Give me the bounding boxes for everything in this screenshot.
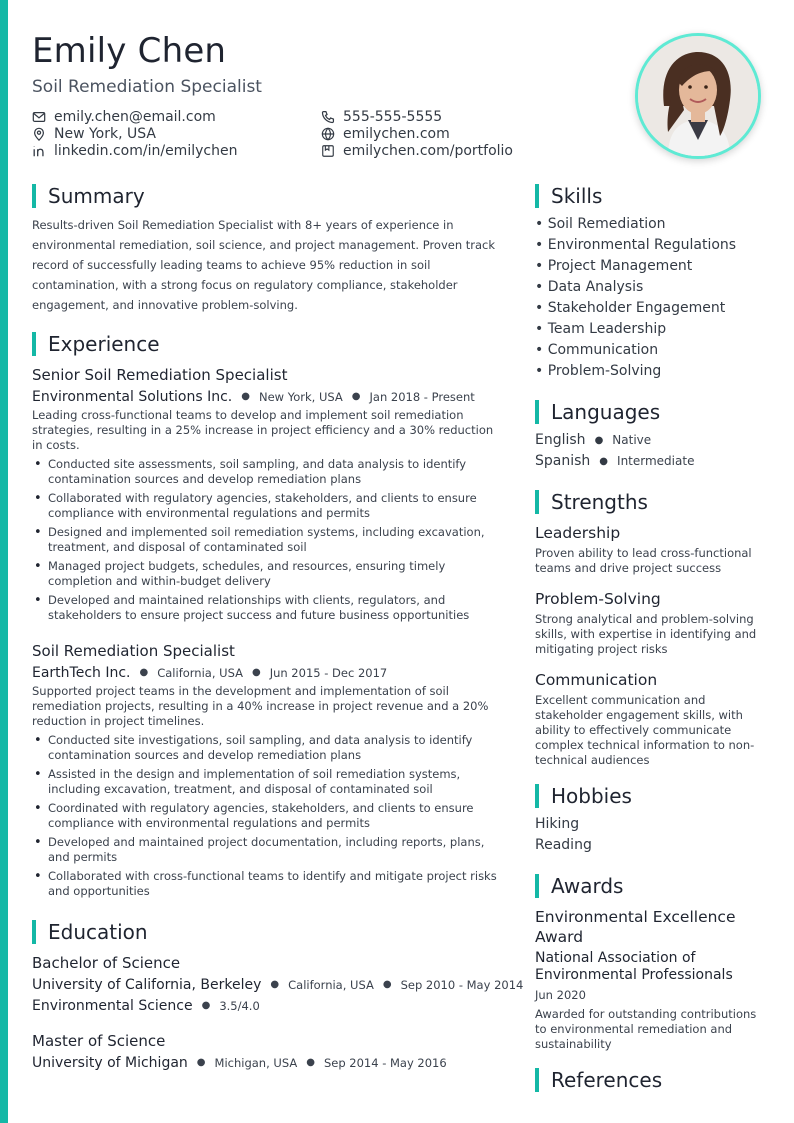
- heading-accent: [32, 920, 36, 944]
- hobbies-heading: [535, 784, 632, 808]
- summary-heading: [32, 184, 145, 208]
- separator-dot: ●: [594, 435, 604, 446]
- contact-portfolio[interactable]: [321, 142, 513, 159]
- profile-photo-image: [638, 36, 758, 156]
- list-item: • Designed and implemented soil remediation systems, including excavation, treatment, and disposal of contaminated soil: [32, 525, 507, 555]
- linkedin-icon: [32, 144, 46, 158]
- gpa: 3.5/4.0: [219, 999, 260, 1013]
- award-date: Jun 2020: [535, 988, 586, 1002]
- school-name: University of Michigan: [32, 1055, 188, 1071]
- education-meta: [32, 977, 524, 993]
- list-item: • Problem-Solving: [535, 363, 662, 379]
- list-item: • Communication: [535, 342, 659, 358]
- separator-dot: ●: [306, 1057, 315, 1068]
- school-name: University of California, Berkeley: [32, 977, 262, 993]
- job-title: Soil Remediation Specialist: [32, 642, 235, 660]
- skill-text: Soil Remediation: [547, 216, 666, 232]
- degree-title: Master of Science: [32, 1032, 166, 1050]
- experience-heading-text: Experience: [48, 332, 160, 356]
- job-title: Senior Soil Remediation Specialist: [32, 366, 288, 384]
- contact-phone[interactable]: [321, 108, 442, 125]
- languages-heading-text: Languages: [551, 400, 661, 424]
- heading-accent: [535, 784, 539, 808]
- contact-portfolio-text: emilychen.com/portfolio: [343, 142, 513, 159]
- award-desc: Awarded for outstanding contributions to environmental remediation and sustainability: [535, 1007, 757, 1051]
- candidate-title: Soil Remediation Specialist: [32, 77, 262, 97]
- strength-item: [535, 523, 760, 576]
- list-item: • Data Analysis: [535, 279, 644, 295]
- contact-linkedin[interactable]: [32, 142, 237, 159]
- school-location: Michigan, USA: [214, 1056, 298, 1070]
- separator-dot: ●: [599, 456, 609, 467]
- list-item: Reading: [535, 837, 592, 853]
- education-dates: Sep 2014 - May 2016: [323, 1056, 447, 1070]
- skills-list: [535, 214, 765, 382]
- list-item: • Soil Remediation: [535, 216, 666, 232]
- separator-dot: ●: [241, 391, 250, 402]
- references-heading: [535, 1068, 662, 1092]
- degree-title: Bachelor of Science: [32, 954, 181, 972]
- language-item: [535, 451, 765, 472]
- separator-dot: ●: [251, 667, 261, 678]
- separator-dot: ●: [196, 1057, 206, 1068]
- strength-title: Communication: [535, 671, 658, 689]
- education-dates: Sep 2010 - May 2014: [400, 978, 524, 992]
- job-description: Supported project teams in the development and implementation of soil remediation projects, resulting in a 40% increase in project revenue and a 20% reduction in project timelines.: [32, 684, 489, 728]
- strength-desc: Proven ability to lead cross-functional teams and drive project success: [535, 546, 752, 575]
- education-heading-text: Education: [48, 920, 148, 944]
- education-entry: [32, 1032, 507, 1071]
- skill-text: Environmental Regulations: [547, 237, 737, 253]
- heading-accent: [535, 184, 539, 208]
- job-dates: Jun 2015 - Dec 2017: [269, 666, 388, 680]
- job-company: Environmental Solutions Inc.: [32, 389, 233, 405]
- list-item: • Developed and maintained relationships with clients, regulators, and stakeholders to ensure project success and future business opportunities: [32, 593, 507, 623]
- skill-text: Team Leadership: [547, 321, 667, 337]
- contact-email-text: emily.chen@email.com: [54, 108, 216, 125]
- language-item: [535, 430, 765, 451]
- language-name: English: [535, 432, 586, 448]
- skill-text: Communication: [547, 342, 659, 358]
- strengths-heading-text: Strengths: [551, 490, 648, 514]
- languages-list: [535, 430, 765, 472]
- separator-dot: ●: [201, 1000, 211, 1011]
- heading-accent: [535, 490, 539, 514]
- experience-entry: [32, 366, 507, 627]
- education-heading: [32, 920, 148, 944]
- job-description: Leading cross-functional teams to develop and implement soil remediation strategies, resulting in a 25% increase in project efficiency and a 30% reduction in costs.: [32, 408, 494, 452]
- skill-text: Problem-Solving: [547, 363, 662, 379]
- separator-dot: ●: [382, 979, 392, 990]
- skills-heading-text: Skills: [551, 184, 603, 208]
- contact-phone-text: 555-555-5555: [343, 108, 443, 125]
- education-field-meta: [32, 998, 512, 1014]
- separator-dot: ●: [270, 979, 280, 990]
- education-meta: [32, 1055, 507, 1071]
- profile-photo: [635, 33, 761, 159]
- list-item: Hiking: [535, 816, 580, 832]
- skill-text: Project Management: [547, 258, 693, 274]
- list-item: • Environmental Regulations: [535, 237, 737, 253]
- awards-heading: [535, 874, 623, 898]
- languages-heading: [535, 400, 660, 424]
- contact-website[interactable]: [321, 125, 450, 142]
- job-meta: [32, 389, 507, 405]
- portfolio-icon: [321, 144, 335, 158]
- field-of-study: Environmental Science: [32, 998, 193, 1014]
- references-heading-text: References: [551, 1068, 663, 1092]
- list-item: • Collaborated with regulatory agencies, stakeholders, and clients to ensure compliance with environmental regulations and permits: [32, 491, 507, 521]
- heading-accent: [535, 874, 539, 898]
- summary-text: Results-driven Soil Remediation Specialist with 8+ years of experience in environmental remediation, soil science, and project management. Proven track record of successfully leading teams to achieve 95% reduction in soil contamination, with a strong focus on regulatory compliance, stakeholder engagement, and innovative problem-solving.: [32, 218, 496, 312]
- list-item: • Developed and maintained project documentation, including reports, plans, and permits: [32, 835, 507, 865]
- list-item: • Coordinated with regulatory agencies, stakeholders, and clients to ensure compliance with environmental regulations and permits: [32, 801, 507, 831]
- hobbies-list: [535, 814, 760, 856]
- list-item: • Stakeholder Engagement: [535, 300, 726, 316]
- list-item: • Assisted in the design and implementation of soil remediation systems, including excavation, treatment, and disposal of contaminated soil: [32, 767, 507, 797]
- strength-item: [535, 670, 760, 768]
- award-title: Environmental Excellence Award: [535, 908, 736, 946]
- job-bullets: [32, 733, 507, 899]
- heading-accent: [32, 332, 36, 356]
- skill-text: Stakeholder Engagement: [547, 300, 726, 316]
- candidate-name: Emily Chen: [32, 31, 227, 71]
- contact-location-text: New York, USA: [54, 125, 156, 142]
- list-item: • Team Leadership: [535, 321, 667, 337]
- list-item: • Conducted site assessments, soil sampling, and data analysis to identify contamination sources and develop remediation plans: [32, 457, 507, 487]
- contact-website-text: emilychen.com: [343, 125, 450, 142]
- strength-desc: Strong analytical and problem-solving skills, with expertise in identifying and mitigating project risks: [535, 612, 757, 656]
- awards-heading-text: Awards: [551, 874, 624, 898]
- strength-title: Leadership: [535, 524, 621, 542]
- contact-location: [32, 125, 156, 142]
- globe-icon: [321, 127, 335, 141]
- heading-accent: [535, 1068, 539, 1092]
- experience-heading: [32, 332, 160, 356]
- contact-linkedin-text: linkedin.com/in/emilychen: [54, 142, 238, 159]
- list-item: • Project Management: [535, 258, 693, 274]
- summary-heading-text: Summary: [48, 184, 145, 208]
- separator-dot: ●: [139, 667, 149, 678]
- language-name: Spanish: [535, 453, 591, 469]
- language-level: Intermediate: [617, 454, 695, 468]
- experience-entry: [32, 642, 507, 903]
- hobbies-heading-text: Hobbies: [551, 784, 632, 808]
- strength-title: Problem-Solving: [535, 590, 661, 608]
- job-location: California, USA: [157, 666, 243, 680]
- job-company: EarthTech Inc.: [32, 665, 131, 681]
- heading-accent: [32, 184, 36, 208]
- phone-icon: [321, 110, 335, 124]
- accent-bar: [0, 0, 8, 1123]
- education-entry: [32, 954, 524, 1014]
- strength-desc: Excellent communication and stakeholder engagement skills, with ability to effectively communicate complex technical information to non-technical audiences: [535, 693, 755, 767]
- list-item: • Managed project budgets, schedules, and resources, ensuring timely completion and within-budget delivery: [32, 559, 507, 589]
- list-item: • Collaborated with cross-functional teams to identify and mitigate project risks and opportunities: [32, 869, 507, 899]
- school-location: California, USA: [288, 978, 374, 992]
- language-level: Native: [612, 433, 652, 447]
- job-bullets: [32, 457, 507, 623]
- award-item: [535, 907, 760, 1052]
- resume-header: [32, 30, 592, 98]
- separator-dot: ●: [351, 391, 361, 402]
- heading-accent: [535, 400, 539, 424]
- strengths-heading: [535, 490, 648, 514]
- skill-text: Data Analysis: [547, 279, 644, 295]
- award-org: National Association of Environmental Professionals: [535, 950, 733, 983]
- strength-item: [535, 589, 760, 657]
- skills-heading: [535, 184, 602, 208]
- list-item: • Conducted site investigations, soil sampling, and data analysis to identify contamination sources and develop remediation plans: [32, 733, 507, 763]
- job-location: New York, USA: [258, 390, 343, 404]
- job-dates: Jan 2018 - Present: [369, 390, 475, 404]
- job-meta: [32, 665, 507, 681]
- mail-icon: [32, 110, 46, 124]
- map-pin-icon: [32, 127, 46, 141]
- contact-email[interactable]: [32, 108, 216, 125]
